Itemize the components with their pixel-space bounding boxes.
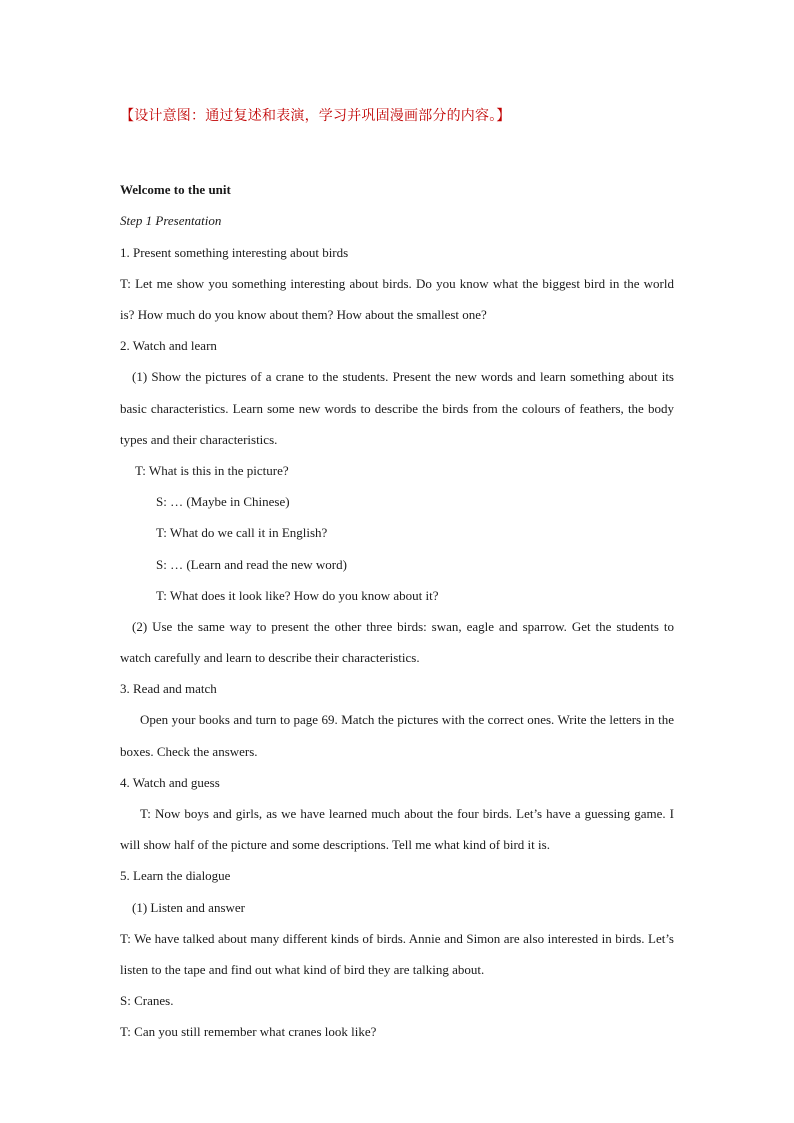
item-text-4: T: Now boys and girls, as we have learned much about the four birds. Let’s have a guessing game. I will show half of the picture and some descriptions. Tell me what kind of bird it is.	[120, 806, 674, 853]
dialog-line: S: … (Learn and read the new word)	[156, 556, 347, 572]
student-answer: S: Cranes.	[120, 993, 174, 1009]
item-title-3: 3. Read and match	[120, 681, 217, 697]
dialog-line: T: What is this in the picture?	[135, 462, 289, 478]
item-text-3: Open your books and turn to page 69. Match the pictures with the correct ones. Write the letters in the boxes. Check the answers.	[120, 712, 674, 759]
item-sub-5: (1) Listen and answer	[132, 899, 245, 915]
document-body	[120, 101, 674, 1048]
item-text-2b: (2) Use the same way to present the other three birds: swan, eagle and sparrow. Get the students to watch carefully and learn to describe their characteristics.	[120, 618, 674, 666]
teacher-question: T: Can you still remember what cranes look like?	[120, 1024, 377, 1040]
item-title-4: 4. Watch and guess	[120, 774, 220, 790]
item-title-5: 5. Learn the dialogue	[120, 868, 231, 884]
step-title: Step 1 Presentation	[120, 213, 222, 229]
dialog-line: S: … (Maybe in Chinese)	[156, 494, 290, 510]
dialog-line: T: What does it look like? How do you know about it?	[156, 587, 439, 603]
item-title-1: 1. Present something interesting about birds	[120, 244, 349, 260]
design-intent: 【设计意图：通过复述和表演，学习并巩固漫画部分的内容。】	[120, 109, 511, 124]
dialog-line: T: What do we call it in English?	[156, 525, 328, 541]
item-text-2a: (1) Show the pictures of a crane to the students. Present the new words and learn something about its basic characteristics. Learn some new words to describe the birds from the colours of feathers, the body types and their characteristics.	[120, 369, 674, 447]
item-text-1: T: Let me show you something interesting about birds. Do you know what the biggest bird in the world is? How much do you know about them? How about the smallest one?	[120, 275, 674, 322]
item-text-5: T: We have talked about many different kinds of birds. Annie and Simon are also interested in birds. Let’s listen to the tape and find out what kind of bird they are talking about.	[120, 930, 674, 978]
item-title-2: 2. Watch and learn	[120, 338, 217, 354]
spacer	[120, 132, 674, 174]
section-title: Welcome to the unit	[120, 182, 231, 198]
